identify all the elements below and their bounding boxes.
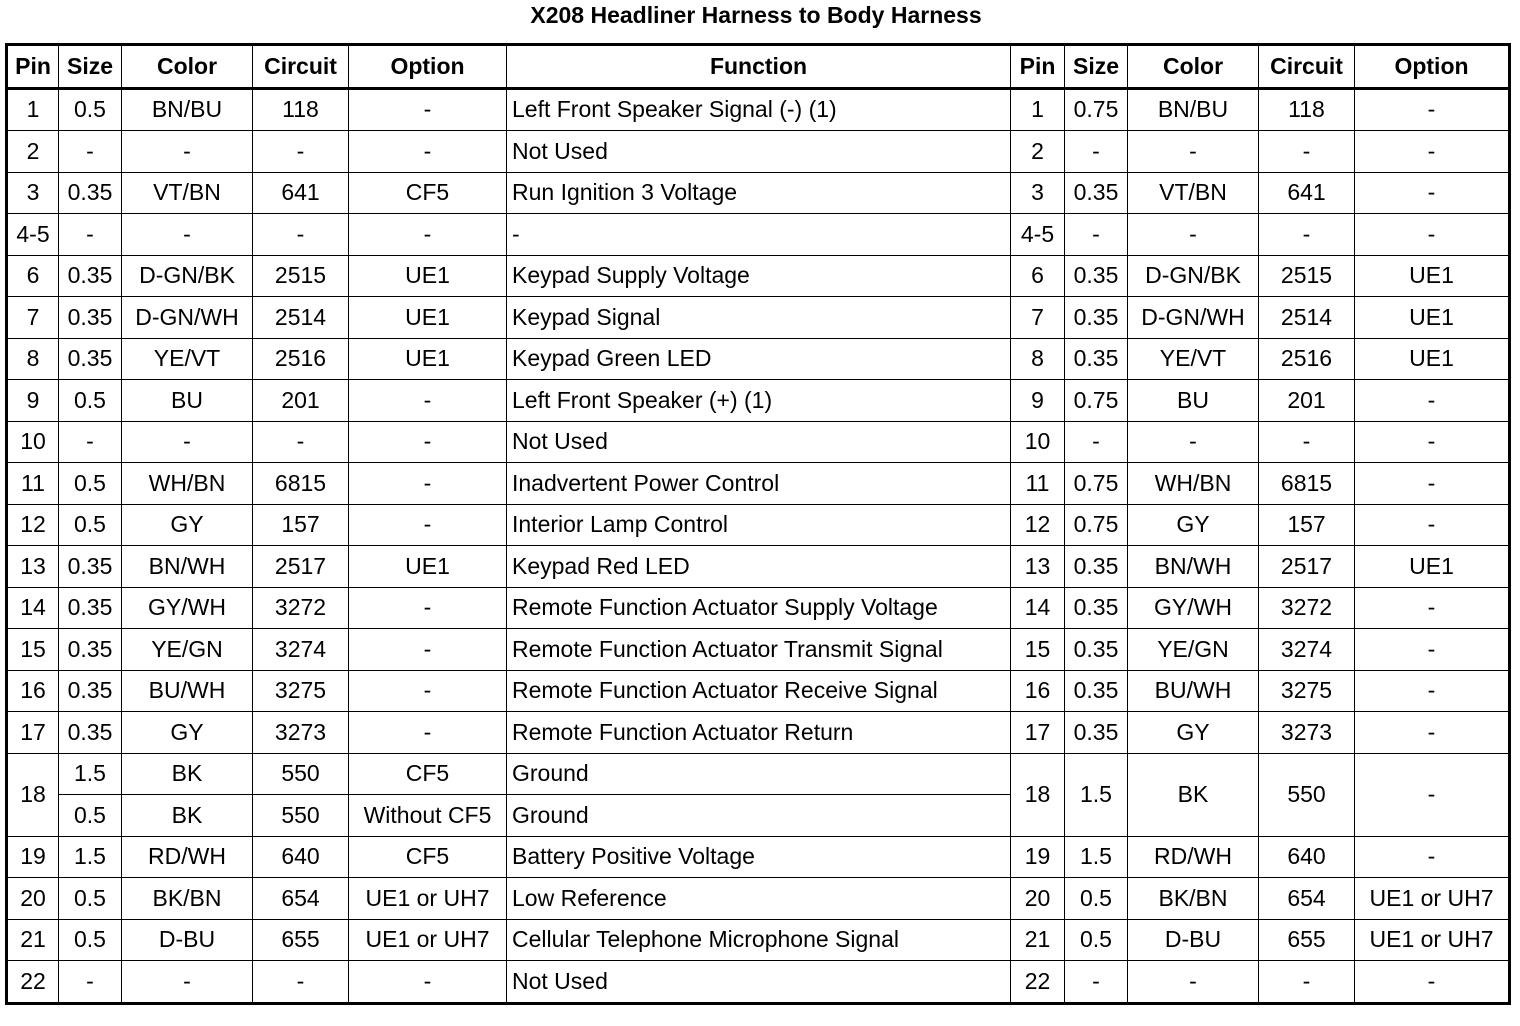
cell-pin-right: 13 bbox=[1011, 546, 1065, 588]
cell-circuit-right: 550 bbox=[1259, 753, 1355, 836]
cell-circuit-right: 3274 bbox=[1259, 629, 1355, 671]
cell-color: BN/BU bbox=[122, 88, 253, 131]
cell-option-right: - bbox=[1355, 421, 1510, 463]
cell-pin: 12 bbox=[7, 504, 59, 546]
cell-pin: 2 bbox=[7, 131, 59, 173]
harness-table bbox=[5, 43, 1511, 1005]
cell-function: Remote Function Actuator Return bbox=[507, 712, 1011, 754]
table-row bbox=[7, 88, 1510, 131]
cell-size-right: 0.75 bbox=[1065, 504, 1128, 546]
cell-option: - bbox=[349, 421, 507, 463]
cell-function: Keypad Red LED bbox=[507, 546, 1011, 588]
cell-color-right: YE/GN bbox=[1128, 629, 1259, 671]
cell-size: 0.35 bbox=[59, 629, 122, 671]
cell-pin: 13 bbox=[7, 546, 59, 588]
cell-size-right: - bbox=[1065, 214, 1128, 256]
cell-color-right: D-GN/BK bbox=[1128, 255, 1259, 297]
cell-size-right: 0.75 bbox=[1065, 380, 1128, 422]
cell-circuit: 550 bbox=[253, 795, 349, 837]
cell-function: Interior Lamp Control bbox=[507, 504, 1011, 546]
cell-size: 0.35 bbox=[59, 587, 122, 629]
cell-size-right: 0.35 bbox=[1065, 712, 1128, 754]
header-size-right: Size bbox=[1065, 45, 1128, 89]
cell-option: - bbox=[349, 629, 507, 671]
table-row bbox=[7, 297, 1510, 339]
cell-size: 0.35 bbox=[59, 338, 122, 380]
cell-size-right: 0.75 bbox=[1065, 88, 1128, 131]
table-row bbox=[7, 878, 1510, 920]
cell-pin-right: 19 bbox=[1011, 836, 1065, 878]
cell-color: BK bbox=[122, 795, 253, 837]
cell-color-right: D-BU bbox=[1128, 919, 1259, 961]
cell-size-right: 0.75 bbox=[1065, 463, 1128, 505]
cell-size: 0.35 bbox=[59, 546, 122, 588]
cell-pin-right: 4-5 bbox=[1011, 214, 1065, 256]
cell-size: 0.35 bbox=[59, 670, 122, 712]
cell-circuit: 2517 bbox=[253, 546, 349, 588]
cell-color: YE/GN bbox=[122, 629, 253, 671]
cell-circuit: 3273 bbox=[253, 712, 349, 754]
cell-option: - bbox=[349, 670, 507, 712]
cell-pin-right: 8 bbox=[1011, 338, 1065, 380]
table-row bbox=[7, 172, 1510, 214]
table-body bbox=[7, 88, 1510, 1003]
cell-circuit-right: 2514 bbox=[1259, 297, 1355, 339]
cell-circuit: 550 bbox=[253, 753, 349, 795]
cell-size-right: 0.35 bbox=[1065, 297, 1128, 339]
cell-function: Battery Positive Voltage bbox=[507, 836, 1011, 878]
cell-color-right: BN/BU bbox=[1128, 88, 1259, 131]
cell-color-right: WH/BN bbox=[1128, 463, 1259, 505]
cell-size: 0.5 bbox=[59, 463, 122, 505]
cell-pin: 9 bbox=[7, 380, 59, 422]
cell-option-right: - bbox=[1355, 463, 1510, 505]
cell-function: Remote Function Actuator Receive Signal bbox=[507, 670, 1011, 712]
cell-circuit: 3274 bbox=[253, 629, 349, 671]
cell-size: 0.5 bbox=[59, 88, 122, 131]
table-row bbox=[7, 131, 1510, 173]
cell-function: Not Used bbox=[507, 131, 1011, 173]
cell-option-right: - bbox=[1355, 961, 1510, 1004]
cell-pin-right: 14 bbox=[1011, 587, 1065, 629]
cell-function: Keypad Supply Voltage bbox=[507, 255, 1011, 297]
cell-circuit-right: 157 bbox=[1259, 504, 1355, 546]
cell-color: - bbox=[122, 131, 253, 173]
cell-color: D-BU bbox=[122, 919, 253, 961]
cell-circuit: 641 bbox=[253, 172, 349, 214]
cell-pin-right: 6 bbox=[1011, 255, 1065, 297]
cell-pin: 14 bbox=[7, 587, 59, 629]
cell-circuit: - bbox=[253, 961, 349, 1004]
cell-circuit-right: - bbox=[1259, 131, 1355, 173]
cell-function: Left Front Speaker (+) (1) bbox=[507, 380, 1011, 422]
cell-color: D-GN/BK bbox=[122, 255, 253, 297]
cell-option-right: - bbox=[1355, 380, 1510, 422]
cell-color-right: - bbox=[1128, 131, 1259, 173]
cell-pin: 22 bbox=[7, 961, 59, 1004]
table-row bbox=[7, 961, 1510, 1004]
cell-size-right: 0.35 bbox=[1065, 172, 1128, 214]
cell-color: VT/BN bbox=[122, 172, 253, 214]
cell-pin-right: 11 bbox=[1011, 463, 1065, 505]
cell-color-right: BN/WH bbox=[1128, 546, 1259, 588]
cell-circuit-right: 3273 bbox=[1259, 712, 1355, 754]
cell-size-right: 1.5 bbox=[1065, 836, 1128, 878]
header-row bbox=[7, 45, 1510, 89]
cell-pin: 1 bbox=[7, 88, 59, 131]
table-row bbox=[7, 421, 1510, 463]
cell-size: 0.5 bbox=[59, 878, 122, 920]
cell-circuit: - bbox=[253, 214, 349, 256]
cell-pin: 21 bbox=[7, 919, 59, 961]
cell-pin-right: 15 bbox=[1011, 629, 1065, 671]
cell-size-right: 0.5 bbox=[1065, 878, 1128, 920]
cell-function: Not Used bbox=[507, 421, 1011, 463]
cell-function: Not Used bbox=[507, 961, 1011, 1004]
cell-color: YE/VT bbox=[122, 338, 253, 380]
cell-circuit: 3272 bbox=[253, 587, 349, 629]
cell-size: 0.35 bbox=[59, 712, 122, 754]
cell-option-right: - bbox=[1355, 587, 1510, 629]
cell-pin-right: 18 bbox=[1011, 753, 1065, 836]
cell-size: 0.35 bbox=[59, 255, 122, 297]
cell-color-right: GY/WH bbox=[1128, 587, 1259, 629]
cell-option-right: UE1 bbox=[1355, 546, 1510, 588]
cell-size-right: - bbox=[1065, 961, 1128, 1004]
cell-pin: 15 bbox=[7, 629, 59, 671]
cell-option: - bbox=[349, 214, 507, 256]
cell-pin: 11 bbox=[7, 463, 59, 505]
cell-color-right: BU/WH bbox=[1128, 670, 1259, 712]
cell-size-right: 0.35 bbox=[1065, 670, 1128, 712]
header-color: Color bbox=[122, 45, 253, 89]
cell-pin-right: 16 bbox=[1011, 670, 1065, 712]
cell-option: - bbox=[349, 587, 507, 629]
cell-circuit-right: 2515 bbox=[1259, 255, 1355, 297]
table-row bbox=[7, 380, 1510, 422]
cell-circuit-right: - bbox=[1259, 214, 1355, 256]
cell-option-right: - bbox=[1355, 88, 1510, 131]
cell-circuit: 6815 bbox=[253, 463, 349, 505]
cell-color-right: YE/VT bbox=[1128, 338, 1259, 380]
cell-option-right: - bbox=[1355, 504, 1510, 546]
cell-pin-right: 17 bbox=[1011, 712, 1065, 754]
page-title: X208 Headliner Harness to Body Harness bbox=[530, 2, 982, 28]
cell-color: - bbox=[122, 961, 253, 1004]
cell-circuit: 201 bbox=[253, 380, 349, 422]
cell-size: 1.5 bbox=[59, 753, 122, 795]
cell-function: Left Front Speaker Signal (-) (1) bbox=[507, 88, 1011, 131]
table-row bbox=[7, 836, 1510, 878]
cell-color-right: - bbox=[1128, 214, 1259, 256]
cell-pin-right: 12 bbox=[1011, 504, 1065, 546]
cell-pin-right: 22 bbox=[1011, 961, 1065, 1004]
header-size: Size bbox=[59, 45, 122, 89]
cell-circuit-right: 654 bbox=[1259, 878, 1355, 920]
cell-pin: 8 bbox=[7, 338, 59, 380]
table-row bbox=[7, 670, 1510, 712]
table-row bbox=[7, 712, 1510, 754]
cell-pin-right: 1 bbox=[1011, 88, 1065, 131]
cell-function: Remote Function Actuator Transmit Signal bbox=[507, 629, 1011, 671]
cell-color: - bbox=[122, 214, 253, 256]
cell-size-right: - bbox=[1065, 421, 1128, 463]
cell-circuit: 3275 bbox=[253, 670, 349, 712]
cell-size: 0.5 bbox=[59, 380, 122, 422]
cell-size: 0.5 bbox=[59, 504, 122, 546]
table-row bbox=[7, 587, 1510, 629]
cell-size-right: - bbox=[1065, 131, 1128, 173]
cell-size-right: 1.5 bbox=[1065, 753, 1128, 836]
cell-color-right: - bbox=[1128, 421, 1259, 463]
cell-circuit-right: 6815 bbox=[1259, 463, 1355, 505]
cell-color: BN/WH bbox=[122, 546, 253, 588]
cell-pin-right: 9 bbox=[1011, 380, 1065, 422]
cell-circuit-right: - bbox=[1259, 961, 1355, 1004]
cell-pin: 6 bbox=[7, 255, 59, 297]
cell-circuit: - bbox=[253, 131, 349, 173]
cell-size: 0.5 bbox=[59, 919, 122, 961]
cell-pin-right: 10 bbox=[1011, 421, 1065, 463]
cell-option-right: UE1 bbox=[1355, 255, 1510, 297]
cell-size-right: 0.35 bbox=[1065, 629, 1128, 671]
cell-size: 0.35 bbox=[59, 172, 122, 214]
cell-size: - bbox=[59, 961, 122, 1004]
header-pin: Pin bbox=[7, 45, 59, 89]
cell-option: - bbox=[349, 380, 507, 422]
cell-size-right: 0.5 bbox=[1065, 919, 1128, 961]
cell-color: BK/BN bbox=[122, 878, 253, 920]
cell-pin: 7 bbox=[7, 297, 59, 339]
cell-circuit-right: 201 bbox=[1259, 380, 1355, 422]
table-row bbox=[7, 919, 1510, 961]
cell-size: - bbox=[59, 421, 122, 463]
cell-function: Run Ignition 3 Voltage bbox=[507, 172, 1011, 214]
cell-color: D-GN/WH bbox=[122, 297, 253, 339]
header-option: Option bbox=[349, 45, 507, 89]
cell-option: UE1 bbox=[349, 546, 507, 588]
cell-option: - bbox=[349, 131, 507, 173]
cell-option-right: - bbox=[1355, 629, 1510, 671]
cell-color: - bbox=[122, 421, 253, 463]
cell-circuit: 118 bbox=[253, 88, 349, 131]
cell-size-right: 0.35 bbox=[1065, 587, 1128, 629]
table-row bbox=[7, 338, 1510, 380]
cell-circuit: 2514 bbox=[253, 297, 349, 339]
cell-option-right: UE1 or UH7 bbox=[1355, 919, 1510, 961]
cell-circuit-right: 3272 bbox=[1259, 587, 1355, 629]
header-pin-right: Pin bbox=[1011, 45, 1065, 89]
cell-pin-right: 7 bbox=[1011, 297, 1065, 339]
cell-size: 0.35 bbox=[59, 297, 122, 339]
cell-option: - bbox=[349, 463, 507, 505]
cell-circuit: 2516 bbox=[253, 338, 349, 380]
cell-option: - bbox=[349, 961, 507, 1004]
table-row bbox=[7, 255, 1510, 297]
cell-pin-right: 20 bbox=[1011, 878, 1065, 920]
cell-circuit: 654 bbox=[253, 878, 349, 920]
cell-function: Keypad Signal bbox=[507, 297, 1011, 339]
cell-function: Keypad Green LED bbox=[507, 338, 1011, 380]
cell-option-right: - bbox=[1355, 131, 1510, 173]
cell-option-right: - bbox=[1355, 836, 1510, 878]
cell-color: GY bbox=[122, 712, 253, 754]
cell-function: Inadvertent Power Control bbox=[507, 463, 1011, 505]
cell-pin-right: 21 bbox=[1011, 919, 1065, 961]
cell-color-right: RD/WH bbox=[1128, 836, 1259, 878]
header-circuit-right: Circuit bbox=[1259, 45, 1355, 89]
cell-size: - bbox=[59, 214, 122, 256]
cell-color-right: BK/BN bbox=[1128, 878, 1259, 920]
cell-circuit-right: 2517 bbox=[1259, 546, 1355, 588]
header-option-right: Option bbox=[1355, 45, 1510, 89]
cell-option-right: UE1 or UH7 bbox=[1355, 878, 1510, 920]
cell-size: 0.5 bbox=[59, 795, 122, 837]
cell-option: CF5 bbox=[349, 753, 507, 795]
cell-circuit: - bbox=[253, 421, 349, 463]
cell-pin: 4-5 bbox=[7, 214, 59, 256]
cell-option: CF5 bbox=[349, 172, 507, 214]
cell-option: UE1 or UH7 bbox=[349, 919, 507, 961]
cell-size: 1.5 bbox=[59, 836, 122, 878]
cell-circuit-right: - bbox=[1259, 421, 1355, 463]
table-row bbox=[7, 753, 1510, 795]
cell-option: - bbox=[349, 88, 507, 131]
cell-color: BU bbox=[122, 380, 253, 422]
table-row bbox=[7, 546, 1510, 588]
cell-function: Remote Function Actuator Supply Voltage bbox=[507, 587, 1011, 629]
cell-option: - bbox=[349, 504, 507, 546]
table-row bbox=[7, 504, 1510, 546]
cell-option-right: - bbox=[1355, 753, 1510, 836]
cell-option: UE1 or UH7 bbox=[349, 878, 507, 920]
header-circuit: Circuit bbox=[253, 45, 349, 89]
cell-size: - bbox=[59, 131, 122, 173]
cell-option-right: - bbox=[1355, 214, 1510, 256]
cell-color-right: - bbox=[1128, 961, 1259, 1004]
cell-size-right: 0.35 bbox=[1065, 255, 1128, 297]
table-row bbox=[7, 214, 1510, 256]
cell-option-right: UE1 bbox=[1355, 338, 1510, 380]
cell-option: UE1 bbox=[349, 255, 507, 297]
cell-color: GY/WH bbox=[122, 587, 253, 629]
cell-size-right: 0.35 bbox=[1065, 338, 1128, 380]
cell-option: UE1 bbox=[349, 297, 507, 339]
cell-option-right: - bbox=[1355, 712, 1510, 754]
cell-pin: 20 bbox=[7, 878, 59, 920]
cell-circuit-right: 2516 bbox=[1259, 338, 1355, 380]
cell-circuit: 655 bbox=[253, 919, 349, 961]
cell-circuit-right: 640 bbox=[1259, 836, 1355, 878]
cell-color-right: D-GN/WH bbox=[1128, 297, 1259, 339]
cell-option: CF5 bbox=[349, 836, 507, 878]
cell-color-right: GY bbox=[1128, 712, 1259, 754]
header-function: Function bbox=[507, 45, 1011, 89]
cell-function: Low Reference bbox=[507, 878, 1011, 920]
cell-color: RD/WH bbox=[122, 836, 253, 878]
cell-circuit-right: 641 bbox=[1259, 172, 1355, 214]
cell-size-right: 0.35 bbox=[1065, 546, 1128, 588]
cell-color-right: BU bbox=[1128, 380, 1259, 422]
cell-circuit: 157 bbox=[253, 504, 349, 546]
cell-circuit-right: 3275 bbox=[1259, 670, 1355, 712]
header-color-right: Color bbox=[1128, 45, 1259, 89]
cell-circuit-right: 118 bbox=[1259, 88, 1355, 131]
table-row bbox=[7, 463, 1510, 505]
cell-function: - bbox=[507, 214, 1011, 256]
cell-function: Ground bbox=[507, 753, 1011, 795]
cell-option: UE1 bbox=[349, 338, 507, 380]
cell-function: Cellular Telephone Microphone Signal bbox=[507, 919, 1011, 961]
cell-option-right: - bbox=[1355, 670, 1510, 712]
cell-circuit-right: 655 bbox=[1259, 919, 1355, 961]
cell-option-right: UE1 bbox=[1355, 297, 1510, 339]
cell-option: - bbox=[349, 712, 507, 754]
cell-pin: 16 bbox=[7, 670, 59, 712]
cell-color-right: GY bbox=[1128, 504, 1259, 546]
cell-function: Ground bbox=[507, 795, 1011, 837]
cell-color: BU/WH bbox=[122, 670, 253, 712]
cell-pin: 3 bbox=[7, 172, 59, 214]
cell-color: BK bbox=[122, 753, 253, 795]
cell-option-right: - bbox=[1355, 172, 1510, 214]
cell-pin-right: 2 bbox=[1011, 131, 1065, 173]
cell-option: Without CF5 bbox=[349, 795, 507, 837]
cell-color-right: VT/BN bbox=[1128, 172, 1259, 214]
cell-color: GY bbox=[122, 504, 253, 546]
cell-circuit: 640 bbox=[253, 836, 349, 878]
cell-pin: 10 bbox=[7, 421, 59, 463]
cell-pin: 17 bbox=[7, 712, 59, 754]
cell-pin-right: 3 bbox=[1011, 172, 1065, 214]
cell-color-right: BK bbox=[1128, 753, 1259, 836]
cell-pin: 18 bbox=[7, 753, 59, 836]
cell-circuit: 2515 bbox=[253, 255, 349, 297]
cell-color: WH/BN bbox=[122, 463, 253, 505]
table-row bbox=[7, 629, 1510, 671]
cell-pin: 19 bbox=[7, 836, 59, 878]
